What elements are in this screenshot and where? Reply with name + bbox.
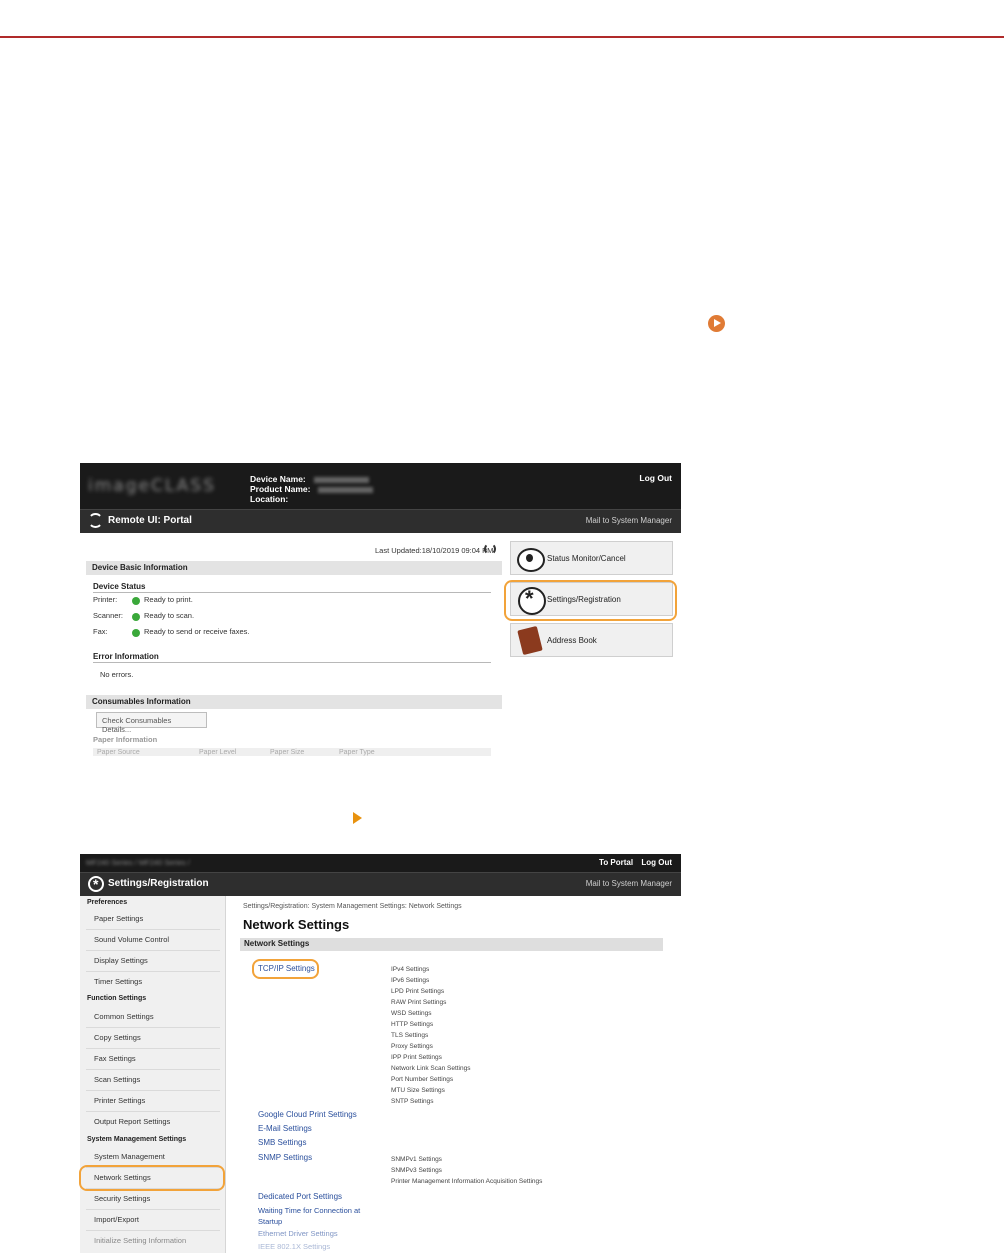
email-settings-link[interactable]: E-Mail Settings bbox=[258, 1124, 312, 1133]
divider bbox=[93, 662, 491, 663]
sub-setting-link[interactable]: Network Link Scan Settings bbox=[391, 1065, 471, 1072]
dedicated-port-link[interactable]: Dedicated Port Settings bbox=[258, 1192, 343, 1201]
column-header: Paper Size bbox=[270, 749, 305, 756]
status-ok-icon bbox=[132, 613, 140, 621]
sub-setting-link[interactable]: SNMPv3 Settings bbox=[391, 1167, 442, 1174]
no-errors-text: No errors. bbox=[100, 670, 134, 679]
sub-setting-link[interactable]: HTTP Settings bbox=[391, 1021, 434, 1028]
paper-info-heading: Paper Information bbox=[93, 735, 158, 744]
button-label: Address Book bbox=[547, 636, 597, 645]
ethernet-driver-link[interactable]: Ethernet Driver Settings bbox=[258, 1229, 338, 1238]
network-settings-header: Network Settings bbox=[240, 938, 663, 951]
sidebar-item-import-export[interactable]: Import/Export bbox=[94, 1215, 140, 1224]
settings-icon bbox=[88, 876, 104, 892]
waiting-time-link-line2[interactable]: Startup bbox=[258, 1217, 283, 1226]
button-label: Status Monitor/Cancel bbox=[547, 554, 626, 563]
divider bbox=[93, 592, 491, 593]
google-cloud-print-link[interactable]: Google Cloud Print Settings bbox=[258, 1110, 357, 1119]
highlight-tcpip-settings bbox=[252, 959, 319, 979]
address-book-icon bbox=[517, 626, 542, 655]
tcpip-settings-link[interactable]: TCP/IP Settings bbox=[258, 964, 315, 973]
mail-link[interactable]: Mail to System Manager bbox=[585, 879, 672, 888]
sub-setting-link[interactable]: TLS Settings bbox=[391, 1032, 429, 1039]
top-rule bbox=[0, 36, 1004, 38]
sidebar-item-paper-settings[interactable]: Paper Settings bbox=[94, 914, 144, 923]
logout-link[interactable]: Log Out bbox=[639, 473, 672, 483]
status-label: Scanner: bbox=[93, 611, 124, 620]
sidebar-item-sound-volume[interactable]: Sound Volume Control bbox=[94, 935, 170, 944]
status-monitor-button[interactable] bbox=[510, 541, 673, 575]
error-info-heading: Error Information bbox=[93, 652, 159, 661]
portal-title: Remote UI: Portal bbox=[108, 515, 192, 526]
divider bbox=[86, 1090, 220, 1091]
smb-settings-link[interactable]: SMB Settings bbox=[258, 1138, 307, 1147]
last-updated: Last Updated:18/10/2019 09:04 PM bbox=[375, 546, 494, 555]
step-arrow-icon bbox=[353, 812, 362, 824]
check-consumables-button[interactable]: Check Consumables Details... bbox=[96, 712, 207, 728]
column-header: Paper Type bbox=[339, 749, 375, 756]
sidebar-item-printer-settings[interactable]: Printer Settings bbox=[94, 1096, 146, 1105]
status-ok-icon bbox=[132, 629, 140, 637]
page-title: Network Settings bbox=[243, 917, 350, 932]
sub-setting-link[interactable]: IPP Print Settings bbox=[391, 1054, 442, 1061]
column-header: Paper Level bbox=[199, 749, 237, 756]
sub-setting-link[interactable]: Proxy Settings bbox=[391, 1043, 433, 1050]
sidebar-item-network-settings[interactable]: Network Settings bbox=[94, 1173, 151, 1182]
remote-ui-icon bbox=[88, 513, 103, 528]
settings-registration-screenshot bbox=[80, 854, 681, 1253]
status-text: Ready to send or receive faxes. bbox=[144, 627, 250, 636]
sidebar-group-function: Function Settings bbox=[87, 995, 147, 1002]
sub-setting-link[interactable]: SNMPv1 Settings bbox=[391, 1156, 442, 1163]
status-label: Fax: bbox=[93, 627, 108, 636]
sub-setting-link[interactable]: RAW Print Settings bbox=[391, 999, 447, 1006]
header-links bbox=[593, 858, 672, 867]
divider bbox=[86, 950, 220, 951]
to-portal-link[interactable]: To Portal bbox=[599, 858, 634, 867]
snmp-settings-link[interactable]: SNMP Settings bbox=[258, 1153, 313, 1162]
sub-setting-link[interactable]: IPv6 Settings bbox=[391, 977, 430, 984]
logout-link[interactable]: Log Out bbox=[641, 858, 672, 867]
divider bbox=[86, 971, 220, 972]
consumables-info-header: Consumables Information bbox=[86, 695, 502, 709]
status-monitor-icon bbox=[517, 548, 545, 572]
sidebar-item-system-management[interactable]: System Management bbox=[94, 1152, 165, 1161]
sub-setting-link[interactable]: MTU Size Settings bbox=[391, 1087, 445, 1094]
link-arrow-icon[interactable] bbox=[708, 315, 725, 332]
divider bbox=[86, 1111, 220, 1112]
page-breadcrumb: Settings/Registration: System Management Settings: Network Settings bbox=[243, 903, 462, 910]
device-breadcrumb: MF240 Series / MF240 Series / bbox=[86, 858, 190, 867]
sidebar-group-preferences: Preferences bbox=[87, 899, 128, 906]
address-book-button[interactable] bbox=[510, 623, 673, 657]
sub-setting-link[interactable]: SNTP Settings bbox=[391, 1098, 434, 1105]
device-info: Device Name: Product Name: Location: bbox=[250, 474, 373, 504]
sub-setting-link[interactable]: Port Number Settings bbox=[391, 1076, 454, 1083]
sidebar-item-output-report[interactable]: Output Report Settings bbox=[94, 1117, 171, 1126]
sidebar-item-security-settings[interactable]: Security Settings bbox=[94, 1194, 151, 1203]
waiting-time-link[interactable]: Waiting Time for Connection at bbox=[258, 1206, 361, 1215]
ieee-link[interactable]: IEEE 802.1X Settings bbox=[258, 1242, 331, 1251]
sub-setting-link[interactable]: Printer Management Information Acquisition Settings bbox=[391, 1178, 543, 1185]
divider bbox=[86, 1230, 220, 1231]
product-logo: imageCLASS bbox=[88, 476, 216, 496]
sub-setting-link[interactable]: WSD Settings bbox=[391, 1010, 432, 1017]
settings-title: Settings/Registration bbox=[108, 878, 209, 889]
sidebar-item-common-settings[interactable]: Common Settings bbox=[94, 1012, 154, 1021]
highlight-settings-registration bbox=[504, 580, 677, 621]
sidebar-item-timer-settings[interactable]: Timer Settings bbox=[94, 977, 143, 986]
paper-table-header bbox=[93, 748, 491, 756]
sidebar-item-copy-settings[interactable]: Copy Settings bbox=[94, 1033, 141, 1042]
divider bbox=[86, 1069, 220, 1070]
sidebar-item-scan-settings[interactable]: Scan Settings bbox=[94, 1075, 141, 1084]
refresh-icon[interactable] bbox=[484, 543, 496, 555]
sidebar-item-initialize[interactable]: Initialize Setting Information bbox=[94, 1236, 187, 1245]
status-text: Ready to print. bbox=[144, 595, 193, 604]
column-header: Paper Source bbox=[97, 749, 140, 756]
mail-link[interactable]: Mail to System Manager bbox=[585, 516, 672, 525]
sidebar-group-system-management: System Management Settings bbox=[87, 1136, 187, 1143]
highlight-network-settings bbox=[79, 1165, 225, 1191]
divider bbox=[86, 1209, 220, 1210]
status-ok-icon bbox=[132, 597, 140, 605]
sidebar-item-fax-settings[interactable]: Fax Settings bbox=[94, 1054, 136, 1063]
status-text: Ready to scan. bbox=[144, 611, 195, 620]
sub-setting-link[interactable]: IPv4 Settings bbox=[391, 966, 430, 973]
divider bbox=[86, 1027, 220, 1028]
status-label: Printer: bbox=[93, 595, 118, 604]
divider bbox=[86, 929, 220, 930]
divider bbox=[86, 1048, 220, 1049]
device-basic-info-header: Device Basic Information bbox=[86, 561, 502, 575]
button-label: Settings/Registration bbox=[547, 595, 621, 604]
device-status-heading: Device Status bbox=[93, 582, 146, 591]
sub-setting-link[interactable]: LPD Print Settings bbox=[391, 988, 445, 995]
sidebar-item-display-settings[interactable]: Display Settings bbox=[94, 956, 148, 965]
